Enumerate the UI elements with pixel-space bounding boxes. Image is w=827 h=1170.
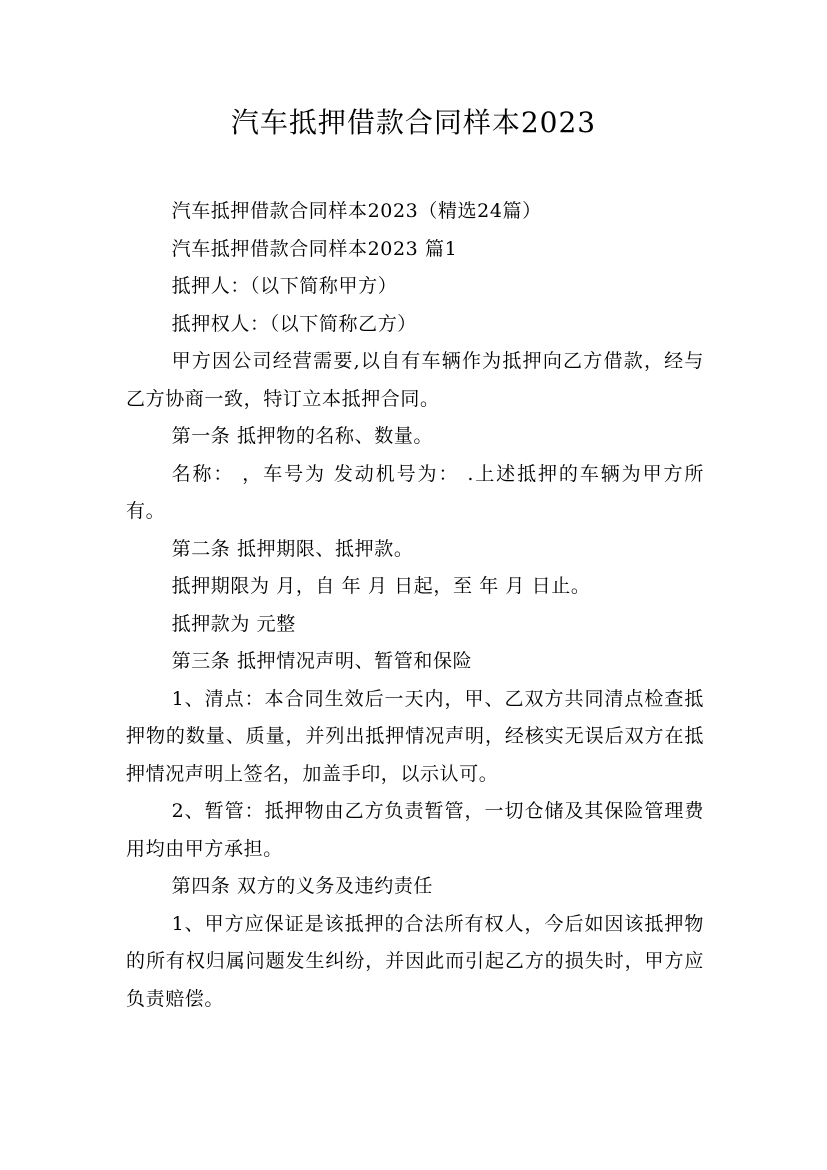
paragraph-purpose: 甲方因公司经营需要,以自有车辆作为抵押向乙方借款，经与乙方协商一致，特订立本抵押合同。	[126, 350, 704, 410]
paragraph-intro: 汽车抵押借款合同样本2023（精选24篇）	[171, 200, 542, 222]
paragraph-article-3: 第三条 抵押情况声明、暂管和保险	[171, 650, 473, 672]
document-body	[126, 193, 704, 1018]
paragraph-article-4-item-1: 1、甲方应保证是该抵押的合法所有权人，今后如因该抵押物的所有权归属问题发生纠纷，并因此而引起乙方的损失时，甲方应负责赔偿。	[126, 912, 704, 1010]
paragraph-section-heading: 汽车抵押借款合同样本2023 篇1	[171, 237, 458, 260]
paragraph-mortgagee: 抵押权人：（以下简称乙方）	[171, 312, 417, 335]
paragraph-article-4: 第四条 双方的义务及违约责任	[171, 875, 434, 897]
paragraph-mortgagor: 抵押人：（以下简称甲方）	[171, 275, 398, 297]
paragraph-article-2-amount: 抵押款为 元整	[171, 612, 296, 635]
paragraph-article-1: 第一条 抵押物的名称、数量。	[171, 425, 434, 447]
paragraph-article-3-item-2: 2、暂管：抵押物由乙方负责暂管，一切仓储及其保险管理费用均由甲方承担。	[126, 800, 704, 860]
paragraph-article-2: 第二条 抵押期限、抵押款。	[171, 537, 414, 560]
paragraph-article-3-item-1: 1、清点：本合同生效后一天内，甲、乙双方共同清点检查抵押物的数量、质量，并列出抵押情况声明，经核实无误后双方在抵押情况声明上签名，加盖手印，以示认可。	[126, 687, 704, 785]
document-title: 汽车抵押借款合同样本2023	[230, 106, 597, 139]
paragraph-article-1-detail: 名称： ，车号为 发动机号为： .上述抵押的车辆为甲方所有。	[126, 462, 704, 522]
paragraph-article-2-term: 抵押期限为 月，自 年 月 日起，至 年 月 日止。	[171, 575, 591, 597]
